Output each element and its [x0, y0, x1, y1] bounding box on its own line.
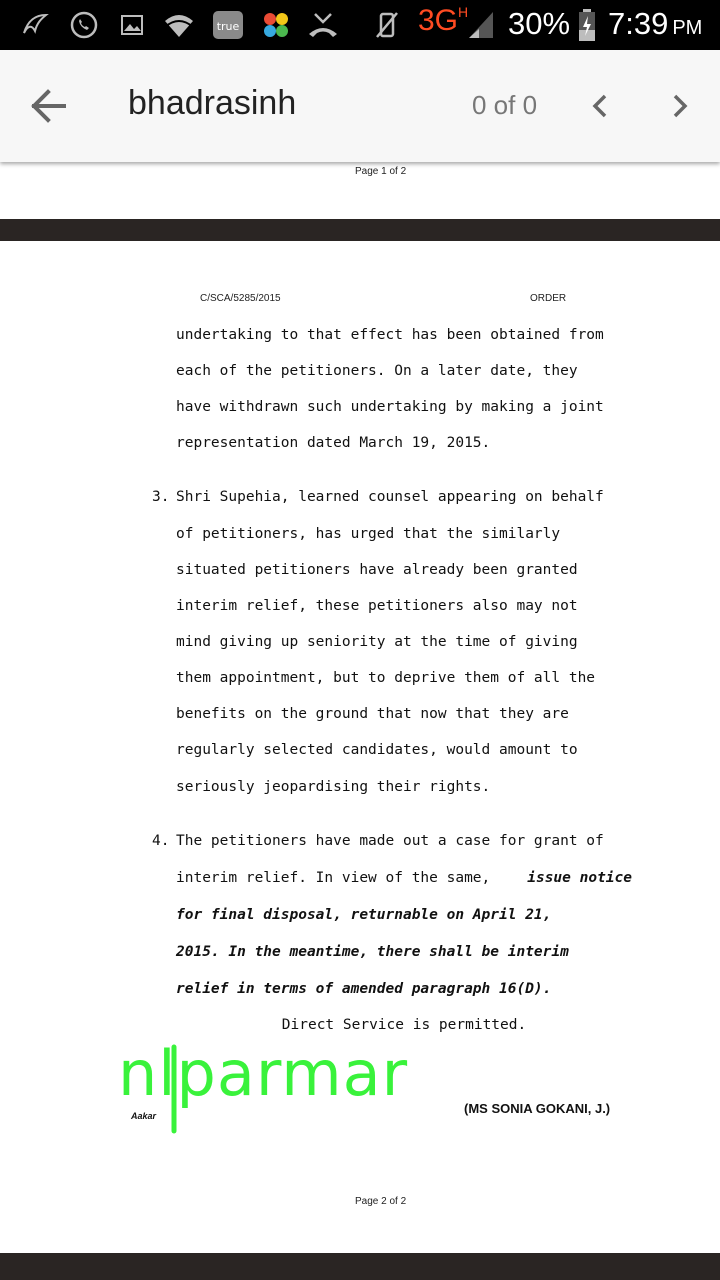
initials: Aakar [131, 1111, 157, 1121]
document-page-1 [0, 160, 720, 219]
search-query-field[interactable]: bhadrasinh [128, 84, 297, 122]
judge-name: (MS SONIA GOKANI, J.) [464, 1101, 611, 1116]
text-line: Shri Supehia, learned counsel appearing on behalf [176, 489, 604, 505]
true-app-icon [212, 9, 244, 41]
text-line: The petitioners have made out a case for grant of [176, 833, 604, 849]
next-match-button[interactable] [665, 88, 695, 124]
svg-text:nlparmar: nlparmar [118, 1037, 409, 1110]
page-footer: Page 1 of 2 [355, 166, 407, 177]
status-bar [0, 0, 720, 50]
mixed-text-line [176, 870, 632, 886]
text-line: seriously jeopardising their rights. [176, 779, 491, 795]
colorful-app-icon [260, 9, 292, 41]
text-line: benefits on the ground that now that they are [176, 706, 569, 722]
clock: 7:39 PM [608, 6, 703, 41]
previous-match-button[interactable] [585, 88, 615, 124]
bold-text-line: for final disposal, returnable on April 21, [176, 907, 552, 923]
app-notification-icon [20, 9, 50, 41]
text-line: regularly selected candidates, would amount to [176, 742, 578, 758]
bold-text-line: relief in terms of amended paragraph 16(D). [176, 981, 552, 997]
case-number: C/SCA/5285/2015 [200, 293, 281, 304]
handwritten-signature [116, 1033, 446, 1143]
text-line: of petitioners, has urged that the similarly [176, 526, 561, 542]
missed-call-icon [306, 9, 340, 41]
signal-icon [466, 9, 496, 41]
text-line: them appointment, but to deprive them of all the [176, 670, 596, 686]
text-line: each of the petitioners. On a later date, they [176, 363, 578, 379]
text-line: have withdrawn such undertaking by making a joint [176, 399, 604, 415]
network-type: $3G^H$ [418, 4, 469, 37]
battery-charging-icon [576, 9, 598, 41]
match-count: 0 of 0 [472, 90, 538, 120]
text-line: interim relief, these petitioners also may not [176, 598, 578, 614]
text-line: representation dated March 19, 2015. [176, 435, 491, 451]
bold-text-segment: issue notice [527, 870, 632, 886]
bold-text-line: 2015. In the meantime, there shall be interim [176, 944, 569, 960]
paragraph-number: 4. [152, 833, 170, 849]
document-page-2 [0, 241, 720, 1253]
text-segment: interim relief. In view of the same, [176, 870, 491, 886]
page-footer: Page 2 of 2 [355, 1196, 407, 1207]
svg-text:true: true [216, 20, 240, 33]
image-icon [118, 9, 146, 41]
battery-percent: 30% [508, 6, 571, 41]
paragraph-number: 3. [152, 489, 170, 505]
direct-service-line: Direct Service is permitted. [281, 1017, 527, 1033]
whatsapp-icon [68, 9, 100, 41]
text-line: mind giving up seniority at the time of giving [176, 634, 578, 650]
text-line: situated petitioners have already been granted [176, 562, 578, 578]
search-toolbar [0, 50, 720, 162]
wifi-icon [162, 9, 196, 41]
text-line: undertaking to that effect has been obtained from [176, 327, 604, 343]
document-type: ORDER [530, 293, 567, 304]
back-arrow-icon[interactable] [28, 84, 68, 128]
vibrate-off-icon [372, 9, 402, 41]
